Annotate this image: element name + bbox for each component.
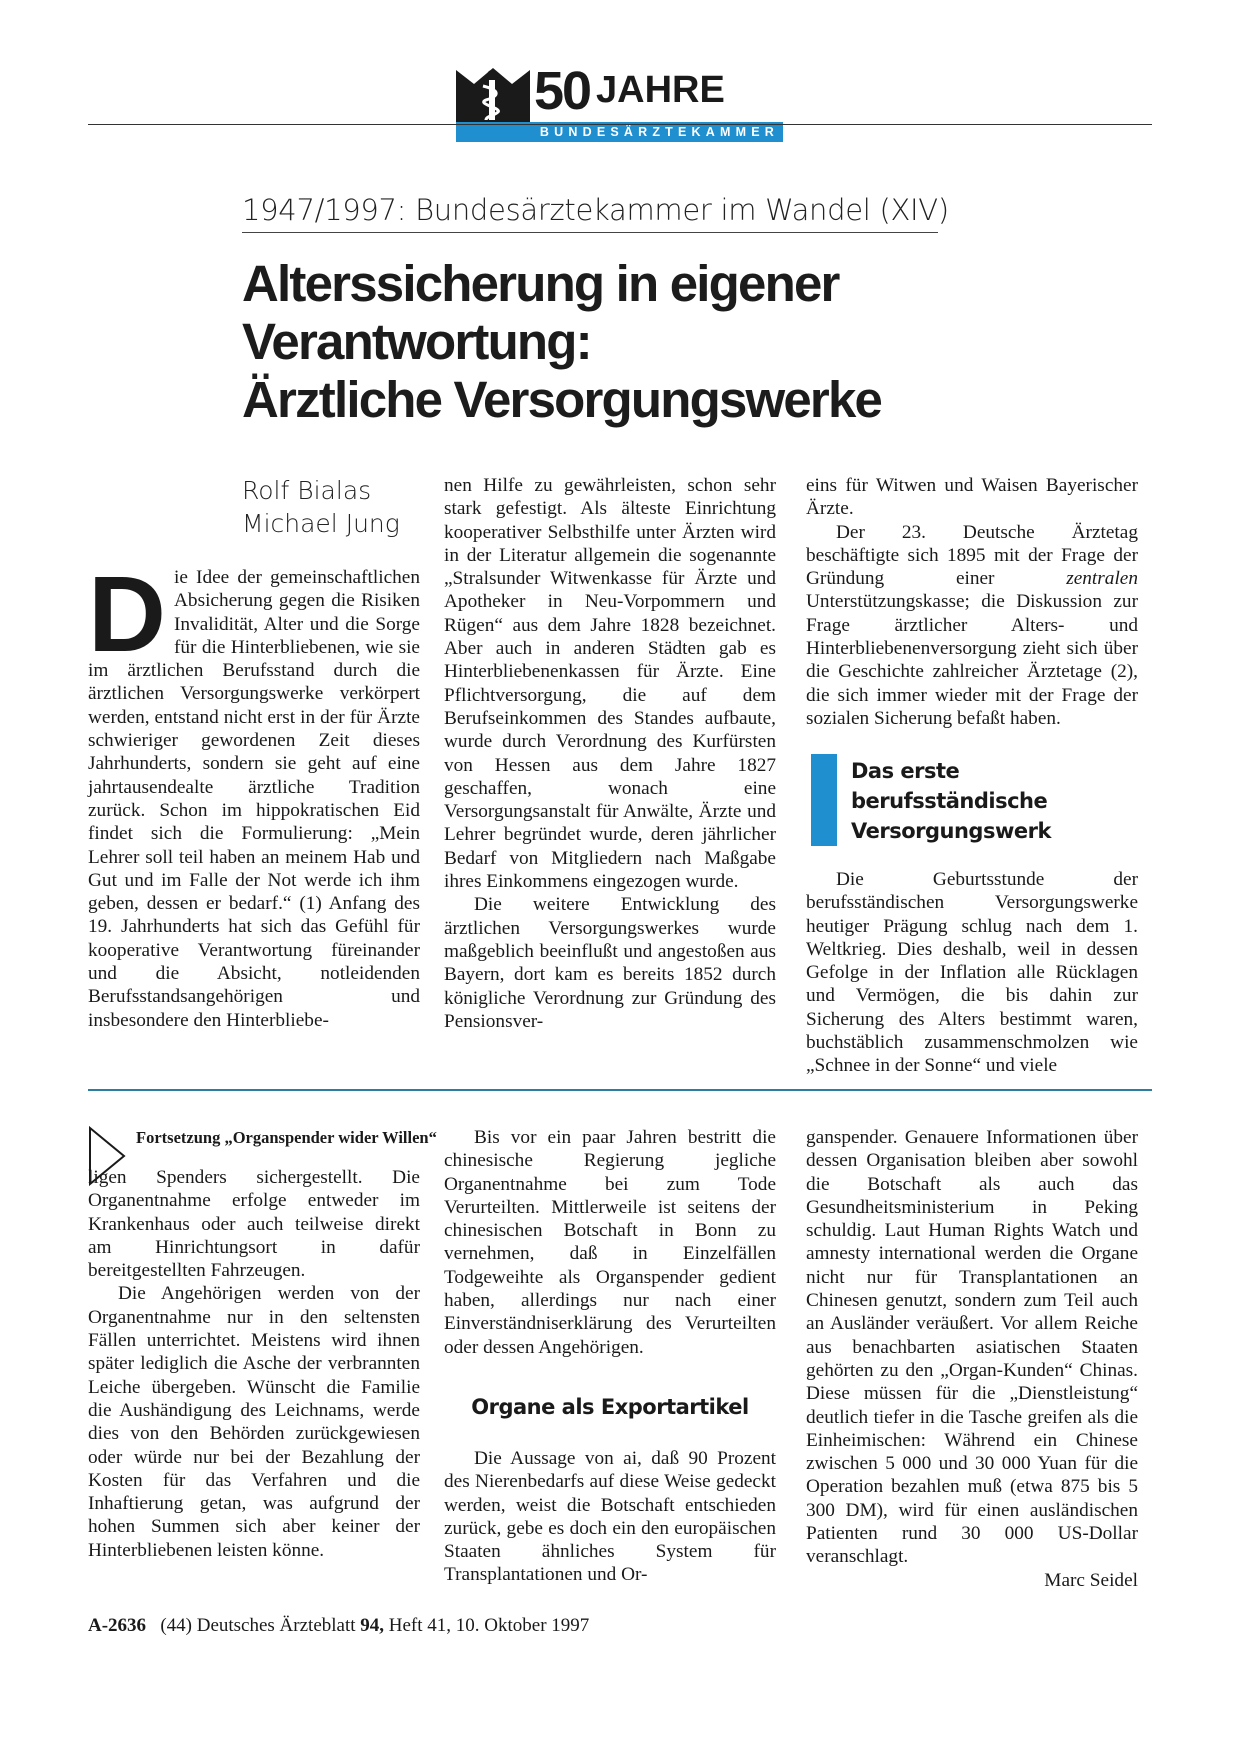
author-name: Michael Jung xyxy=(242,509,400,538)
continuation-column-3 xyxy=(806,1126,1138,1592)
continuation-column-1 xyxy=(88,1166,420,1562)
continuation-label: Fortsetzung „Organspender wider Willen“ xyxy=(136,1128,437,1147)
journal-volume: 94, xyxy=(360,1615,385,1636)
body-paragraph: Die Geburtsstunde der berufsständischen Versorgungswerke heutiger Prägung schlug nach dem 1. Weltkrieg. Dies deshalb, weil in dessen Gefolge in der Inflation alle Rücklagen und Vermögen, die bis dahin zur Sicherung des Alters bestimmt waren, buchstäblich zusammenschmolzen wie „Schnee in der Sonne“ und viele xyxy=(806,869,1138,1077)
body-paragraph: nen Hilfe zu gewährleisten, schon sehr stark gefestigt. Als älteste Einrichtung kooperativer Selbsthilfe unter Ärzten wird in der Literatur allgemein die sogenannte „Stralsunder Witwenkasse für Ärzte und Apotheker in Neu-Vorpommern und Rügen“ aus dem Jahre 1828 bezeichnet. Aber auch in anderen Städten gab es Hinterbliebenenkassen für Ärzte. Eine Pflichtversorgung, die auf dem Berufseinkommen des Standes aufbaute, wurde durch Verordnung des Kurfürsten von Hessen aus dem Jahre 1827 geschaffen, wonach eine Versorgungsanstalt für Anwälte, Ärzte und Lehrer begründet wurde, deren jährlicher Bedarf von Mitgliedern nach Maßgabe ihres Einkommens eingezogen wurde. xyxy=(444,475,776,893)
body-paragraph: Bis vor ein paar Jahren bestritt die chinesische Regierung jegliche Organentnahme bei zum Tode Verurteilten. Mittlerweile ist seitens der chinesischen Botschaft in Bonn zu vernehmen, daß in Einzelfällen Todgeweihte als Organspender gedient haben, allerdings nur nach einer Einverständniserklärung des Verurteilten oder dessen Angehörigen. xyxy=(444,1127,776,1358)
logo-number: 50 xyxy=(534,61,591,121)
internal-page-number: (44) xyxy=(160,1615,192,1636)
body-paragraph: Die Angehörigen werden von der Organentnahme nur in den seltensten Fällen unterrichtet. Meistens wird ihnen später lediglich die Asche der verbrannten Leiche übergeben. Wünscht die Familie die Aushändigung des Leichnams, werde dies von den Behörden zurückgewiesen oder würde nur bei der Bezahlung der Kosten für das Verfahren und die Inhaftierung getan, was aufgrund der hohen Summen sich aber keiner der Hinterbliebenen leisten könne. xyxy=(88,1283,420,1561)
drop-cap: D xyxy=(88,553,166,674)
subheading-accent-bar xyxy=(811,754,837,846)
series-rule xyxy=(242,232,938,233)
issue-date: Heft 41, 10. Oktober 1997 xyxy=(388,1615,590,1636)
authors xyxy=(242,474,400,540)
title-line: Ärztliche Versorgungswerke xyxy=(242,371,882,428)
journal-name: Deutsches Ärzteblatt xyxy=(196,1615,356,1636)
continuation-subheading-block xyxy=(444,1393,776,1421)
continuation-column-2 xyxy=(444,1126,776,1359)
subheading-line: Das erste berufsständische xyxy=(851,759,1048,813)
signature: Marc Seidel xyxy=(1044,1569,1138,1591)
title-line: Alterssicherung in eigener xyxy=(242,255,839,312)
jubilee-logo xyxy=(456,62,786,146)
section-divider xyxy=(88,1089,1152,1091)
article-column-2 xyxy=(444,474,776,1033)
header-rule xyxy=(88,124,1152,125)
continuation-subheading: Organe als Exportartikel xyxy=(471,1395,749,1419)
body-paragraph: ganspender. Genauere Informationen über dessen Organisation bleiben aber sowohl die Botschaft als auch das Gesundheitsministerium in Peking schuldig. Laut Human Rights Watch und amnesty international werden die Organe nicht nur für Transplantationen an Chinesen genutzt, sondern zum Teil auch an Ausländer veräußert. Vor allem Reiche aus benachbarten asiatischen Staaten gehörten zu den „Organ-Kunden“ Chinas. Diese müssen für die „Dienstleistung“ deutlich tiefer in die Tasche greifen als die Einheimischen: Während ein Chinese zwischen 5 000 und 30 000 Yuan für die Operation bezahlen muß (etwa 875 bis 5 300 DM), wird für einen ausländischen Patienten rund 30 000 US-Dollar veranschlagt. xyxy=(806,1127,1138,1568)
subheading-line: Versorgungswerk xyxy=(851,819,1051,843)
author-name: Rolf Bialas xyxy=(242,476,372,505)
body-paragraph: Die weitere Entwicklung des ärztlichen Versorgungswerkes wurde maßgeblich beeinflußt und angestoßen aus Bayern, dort kam es bereits 1852 durch königliche Verordnung zur Gründung des Pensionsver- xyxy=(444,894,776,1032)
body-paragraph: ligen Spenders sichergestellt. Die Organentnahme erfolge entweder im Krankenhaus oder auch teilweise direkt am Hinrichtungsort in dafür bereitgestellten Fahrzeugen. xyxy=(88,1167,420,1282)
title-line: Verantwortung: xyxy=(242,313,591,370)
article-column-3 xyxy=(806,474,1138,730)
body-paragraph: Der 23. Deutsche Ärztetag beschäftigte sich 1895 mit der Frage der Gründung einer zentralen Unterstützungskasse; die Diskussion zur Frage ärztlicher Alters- und Hinterbliebenenversorgung zieht sich über die Geschichte zahlreicher Ärztetage (2), die sich immer wieder mit der Frage der sozialen Sicherung befaßt haben. xyxy=(806,521,1138,729)
page-number: A-2636 xyxy=(88,1615,147,1636)
page-footer xyxy=(88,1614,589,1638)
body-text: ie Idee der gemeinschaftlichen Absicherung gegen die Risiken Invalidität, Alter und die Sorge für die Hinterbliebenen, wie sie im ärztlichen Berufsstand durch die ärztlichen Versorgungswerke verkörpert werden, entstand nicht erst in der für Ärzte schwieriger gewordenen Zeit dieses Jahrhunderts, sondern sie geht auf eine jahrtausendealte ärztliche Tradition zurück. Schon im hippokratischen Eid findet sich die Formulierung: „Mein Lehrer soll teil haben an meinem Hab und Gut und im Falle der Not werde ich ihm geben, dessen er bedarf.“ (1) Anfang des 19. Jahrhunderts hat sich das Gefühl für kooperative Verantwortung füreinander und die Absicht, notleidenden Berufsstandsangehörigen und insbesondere den Hinterbliebe- xyxy=(88,567,420,1031)
logo-organization: BUNDESÄRZTEKAMMER xyxy=(456,122,783,142)
continuation-label-block xyxy=(136,1128,437,1148)
article-title xyxy=(242,255,1062,429)
logo-word: JAHRE xyxy=(596,69,725,111)
continuation-column-2-continued xyxy=(444,1447,776,1587)
article-column-3-continued xyxy=(806,868,1138,1078)
series-title: 1947/1997: Bundesärztekammer im Wandel (XIV) xyxy=(242,193,949,227)
body-paragraph: eins für Witwen und Waisen Bayerischer Ärzte. xyxy=(806,475,1138,520)
article-column-1 xyxy=(88,553,420,1032)
emphasis-text: zentralen xyxy=(1066,568,1138,590)
body-paragraph: Die Aussage von ai, daß 90 Prozent des Nierenbedarfs auf diese Weise gedeckt werden, weist die Botschaft entschieden zurück, gebe es doch ein den europäischen Staaten ähnliches System für Transplantationen und Or- xyxy=(444,1448,776,1586)
